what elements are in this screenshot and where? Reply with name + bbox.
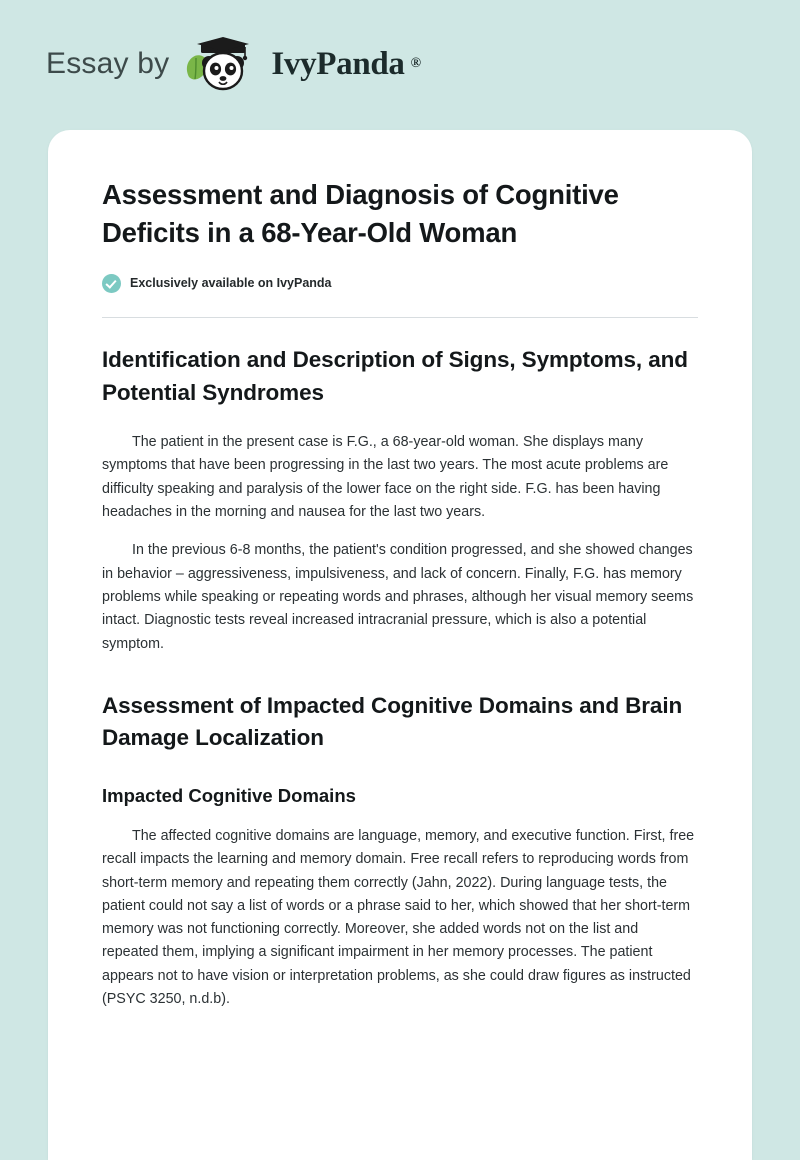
section-2-subheading: Impacted Cognitive Domains <box>102 785 356 807</box>
brand-header <box>0 0 800 90</box>
registered-mark: ® <box>410 56 422 71</box>
section-2-paragraph-1: The affected cognitive domains are language, memory, and executive function. First, free recall impacts the learning and memory domain. Free recall refers to reproducing words from short-term memory and repeating them correctly (Jahn, 2022). During language tests, the patient could not say a list of words or a phrase said to her, which showed that her short-term memory was not functioning correctly. Moreover, she added words not on the list and repeated them, implying a significant impairment in her memory processes. The patient appears not to have vision or interpretation problems, as she could draw figures as instructed (PSYC 3250, n.d.b). <box>102 827 695 1008</box>
panda-logo-icon <box>179 33 265 95</box>
section-1-paragraph-1: The patient in the present case is F.G., a 68-year-old woman. She displays many symptoms that have been progressing in the last two years. The most acute problems are difficulty speaking and paralysis of the lower face on the right side. F.G. has been having headaches in the morning and nausea for the last two years. <box>102 434 669 521</box>
title-divider <box>102 317 698 318</box>
ivypanda-logo[interactable] <box>179 33 421 95</box>
section-1-paragraph-2: In the previous 6-8 months, the patient's condition progressed, and she showed changes in behavior – aggressiveness, impulsiveness, and lack of concern. Finally, F.G. has memory problems while speaking or repeating words and phrases, although her visual memory seems intact. Diagnostic tests reveal increased intracranial pressure, which is also a potential symptom. <box>102 542 694 652</box>
status-badge <box>102 274 698 293</box>
essay-card <box>48 130 752 1160</box>
brand-name: IvyPanda <box>271 45 405 82</box>
check-circle-icon <box>102 274 121 293</box>
page-title: Assessment and Diagnosis of Cognitive Deficits in a 68-Year-Old Woman <box>102 179 619 248</box>
essay-by-label: Essay by <box>46 47 170 80</box>
status-badge-label: Exclusively available on IvyPanda <box>130 276 332 291</box>
section-heading-2: Assessment of Impacted Cognitive Domains and Brain Damage Localization <box>102 692 683 751</box>
section-heading-1: Identification and Description of Signs, Symptoms, and Potential Syndromes <box>102 346 688 405</box>
